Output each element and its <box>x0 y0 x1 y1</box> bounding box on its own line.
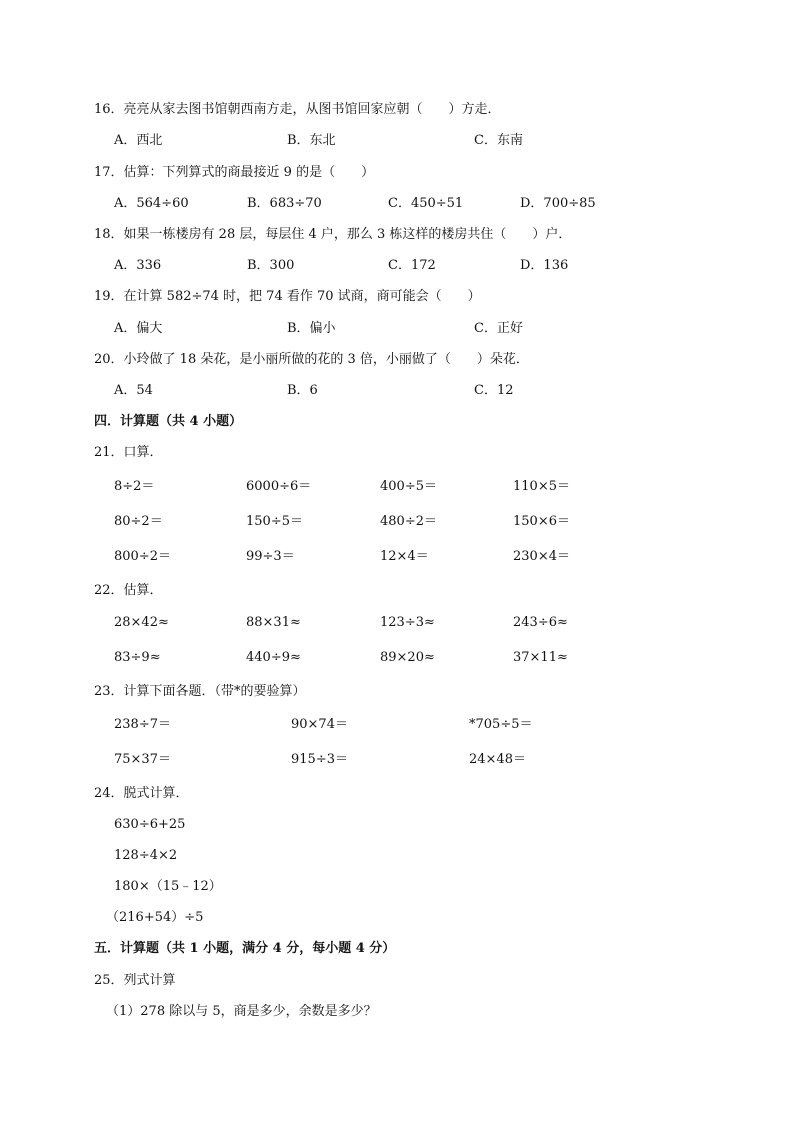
grid-cell: 80÷2＝ <box>114 514 163 529</box>
question-20-options <box>0 382 794 400</box>
question-17-options <box>0 195 794 213</box>
option-c: C．172 <box>388 258 436 273</box>
question-23: 23．计算下面各题．（带*的要验算） <box>94 684 306 699</box>
expression-item: 630÷6+25 <box>114 817 186 832</box>
grid-cell: 89×20≈ <box>380 650 435 665</box>
grid-cell: 480÷2＝ <box>380 514 437 529</box>
question-16: 16．亮亮从家去图书馆朝西南方走，从图书馆回家应朝（ ）方走． <box>94 102 501 117</box>
option-b: B．偏小 <box>287 321 336 336</box>
grid-cell: 75×37＝ <box>114 752 171 767</box>
grid-cell: 123÷3≈ <box>380 615 435 630</box>
option-a: A．336 <box>114 258 162 273</box>
grid-cell: 243÷6≈ <box>513 615 568 630</box>
option-c: C．东南 <box>474 133 523 148</box>
option-c: C．正好 <box>474 321 523 336</box>
question-19: 19．在计算 582÷74 时，把 74 看作 70 试商，商可能会（ ） <box>94 289 481 304</box>
option-d: D．700÷85 <box>520 196 596 211</box>
question-18: 18．如果一栋楼房有 28 层，每层住 4 户，那么 3 栋这样的楼房共住（ ）户． <box>94 227 572 242</box>
grid-cell: 83÷9≈ <box>114 650 161 665</box>
grid-cell: 12×4＝ <box>380 549 429 564</box>
option-b: B．683÷70 <box>247 196 322 211</box>
expression-item: （216+54）÷5 <box>106 910 204 925</box>
grid-cell: 8÷2＝ <box>114 479 155 494</box>
grid-cell: 24×48＝ <box>469 752 526 767</box>
option-b: B．东北 <box>287 133 336 148</box>
option-b: B．300 <box>247 258 295 273</box>
question-16-options <box>0 132 794 150</box>
expression-item: 180×（15﹣12） <box>114 879 222 894</box>
grid-cell: 230×4＝ <box>513 549 570 564</box>
grid-cell: 440÷9≈ <box>246 650 301 665</box>
grid-cell: 99÷3＝ <box>246 549 295 564</box>
grid-cell: 88×31≈ <box>246 615 301 630</box>
section-4-title: 四．计算题（共 4 小题） <box>94 414 243 429</box>
grid-cell: *705÷5＝ <box>469 717 533 732</box>
question-18-options <box>0 257 794 275</box>
option-a: A．564÷60 <box>114 196 189 211</box>
grid-cell: 110×5＝ <box>513 479 570 494</box>
grid-cell: 28×42≈ <box>114 615 169 630</box>
grid-cell: 150×6＝ <box>513 514 570 529</box>
option-a: A．西北 <box>114 133 163 148</box>
grid-cell: 915÷3＝ <box>291 752 348 767</box>
grid-cell: 6000÷6＝ <box>246 479 312 494</box>
question-25: 25．列式计算 <box>94 973 176 988</box>
grid-cell: 238÷7＝ <box>114 717 171 732</box>
option-d: D．136 <box>520 258 569 273</box>
question-25-sub: （1）278 除以与 5，商是多少，余数是多少？ <box>106 1004 377 1019</box>
grid-cell: 150÷5＝ <box>246 514 303 529</box>
option-b: B．6 <box>287 383 318 398</box>
grid-cell: 800÷2＝ <box>114 549 171 564</box>
question-20: 20．小玲做了 18 朵花，是小丽所做的花的 3 倍，小丽做了（ ）朵花． <box>94 352 529 367</box>
question-19-options <box>0 320 794 338</box>
question-24: 24．脱式计算． <box>94 786 189 801</box>
option-a: A．54 <box>114 383 153 398</box>
option-c: C．450÷51 <box>388 196 464 211</box>
grid-cell: 400÷5＝ <box>380 479 437 494</box>
grid-cell: 37×11≈ <box>513 650 568 665</box>
section-5-title: 五．计算题（共 1 小题，满分 4 分，每小题 4 分） <box>94 941 396 956</box>
question-21: 21．口算． <box>94 445 163 460</box>
option-c: C．12 <box>474 383 514 398</box>
expression-item: 128÷4×2 <box>114 848 178 863</box>
question-22: 22．估算． <box>94 583 163 598</box>
question-17: 17．估算：下列算式的商最接近 9 的是（ ） <box>94 165 375 180</box>
option-a: A．偏大 <box>114 321 163 336</box>
grid-cell: 90×74＝ <box>291 717 348 732</box>
